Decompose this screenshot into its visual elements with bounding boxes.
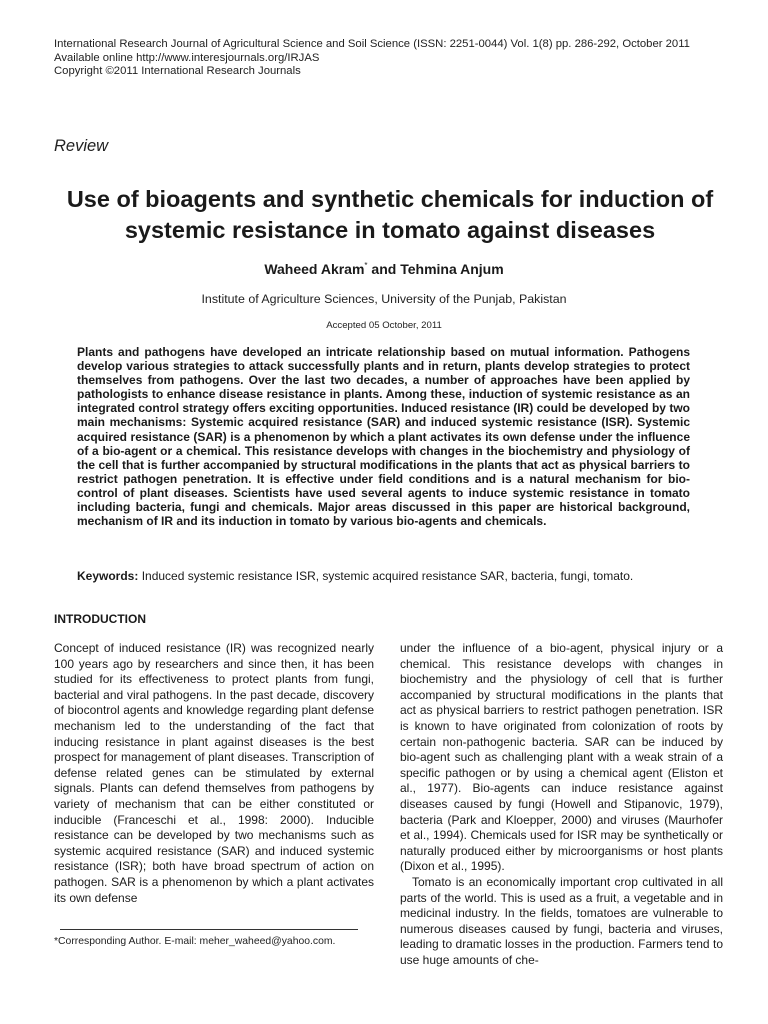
article-title: Use of bioagents and synthetic chemicals for induction of systemic resistance in tomato against diseases <box>66 186 714 243</box>
keywords <box>77 569 717 583</box>
body-column-left: Concept of induced resistance (IR) was recognized nearly 100 years ago by researchers and since then, it has been studied for its effectiveness to protect plants from fungi, bacterial and viral pathogens. In the past decade, discovery of biocontrol agents and knowledge regarding plant defense mechanism led to the understanding of the fact that inducing resistance in plant against diseases is the best prospect for management of plant diseases. Transcription of defense related genes can be stimulated by external signals. Plants can defend themselves from pathogens by variety of mechanism that can be either constituted or inducible (Franceschi et al., 1998: 2000). Inducible resistance can be developed by two mechanisms such as systemic acquired resistance (SAR) and induced systemic resistance (ISR); both have broad spectrum of action on pathogen. SAR is a phenomenon by which a plant activates its own defense <box>54 641 374 905</box>
copyright-line: Copyright ©2011 International Research Journals <box>54 65 301 77</box>
author-list <box>0 261 768 277</box>
author-first: Waheed Akram <box>264 261 365 277</box>
keywords-label: Keywords: <box>77 569 139 583</box>
footnote-divider <box>60 929 358 930</box>
journal-citation-line: International Research Journal of Agricultural Science and Soil Science (ISSN: 2251-0044) Vol. 1(8) pp. 286-292, October 2011 <box>54 38 690 50</box>
corresponding-author-marker: * <box>364 261 368 270</box>
article-type-label: Review <box>54 137 109 155</box>
keywords-text: Induced systemic resistance ISR, systemic acquired resistance SAR, bacteria, fungi, tomato. <box>138 569 634 583</box>
corresponding-author-footnote: *Corresponding Author. E-mail: meher_waheed@yahoo.com. <box>54 936 336 947</box>
author-rest: and Tehmina Anjum <box>367 261 504 277</box>
introduction-heading: INTRODUCTION <box>54 612 146 626</box>
body-column-right <box>400 641 723 968</box>
accepted-date: Accepted 05 October, 2011 <box>326 320 442 331</box>
right-column-paragraph-1: under the influence of a bio-agent, physical injury or a chemical. This resistance develops with changes in biochemistry and the physiology of cell that is further accompanied by structural modifications in the plants that act as physical barriers to restrict pathogen penetration. ISR is known to have originated from colonization of roots by certain non-pathogenic bacteria. SAR can be induced by bio-agent such as challenging plant with a weak strain of a specific pathogen or by using a chemical agent (Eliston et al., 1977). Bio-agents can induce resistance against diseases caused by fungi (Howell and Stipanovic, 1979), bacteria (Park and Kloepper, 2000) and viruses (Maurhofer et al., 1994). Chemicals used for ISR may be synthetically or naturally produced either by microorganisms or host plants (Dixon et al., 1995). <box>400 641 723 874</box>
author-affiliation: Institute of Agriculture Sciences, University of the Punjab, Pakistan <box>201 292 567 306</box>
right-column-paragraph-2: Tomato is an economically important crop cultivated in all parts of the world. This is used as a fruit, a vegetable and in medicinal industry. In the fields, tomatoes are vulnerable to numerous diseases caused by fungi, bacteria and viruses, leading to dramatic losses in the production. Farmers tend to use huge amounts of che- <box>400 874 723 967</box>
abstract-text: Plants and pathogens have developed an intricate relationship based on mutual information. Pathogens develop various strategies to attack successfully plants and in return, plants develop strategies to protect themselves from pathogens. Over the last two decades, a number of approaches have been applied by pathologists to enhance disease resistance in plants. Among these, induction of systemic resistance as an integrated control strategy offers exciting opportunities. Induced resistance (IR) could be developed by two main mechanisms: Systemic acquired resistance (SAR) and induced systemic resistance (ISR). Systemic acquired resistance (SAR) is a phenomenon by which a plant activates its own defense under the influence of a bio-agent or a chemical. This resistance develops with changes in the biochemistry and physiology of the cell that is further accompanied by structural modifications in the plants that act as physical barriers to restrict pathogen penetration. It is effective under field conditions and is a natural mechanism for bio-control of plant diseases. Scientists have used several agents to induce systemic resistance in tomato including bacteria, fungi and chemicals. Major areas discussed in this paper are historical background, mechanism of IR and its induction in tomato by various bio-agents and chemicals. <box>77 345 690 529</box>
journal-header <box>54 38 734 79</box>
availability-line: Available online http://www.interesjournals.org/IRJAS <box>54 51 320 64</box>
